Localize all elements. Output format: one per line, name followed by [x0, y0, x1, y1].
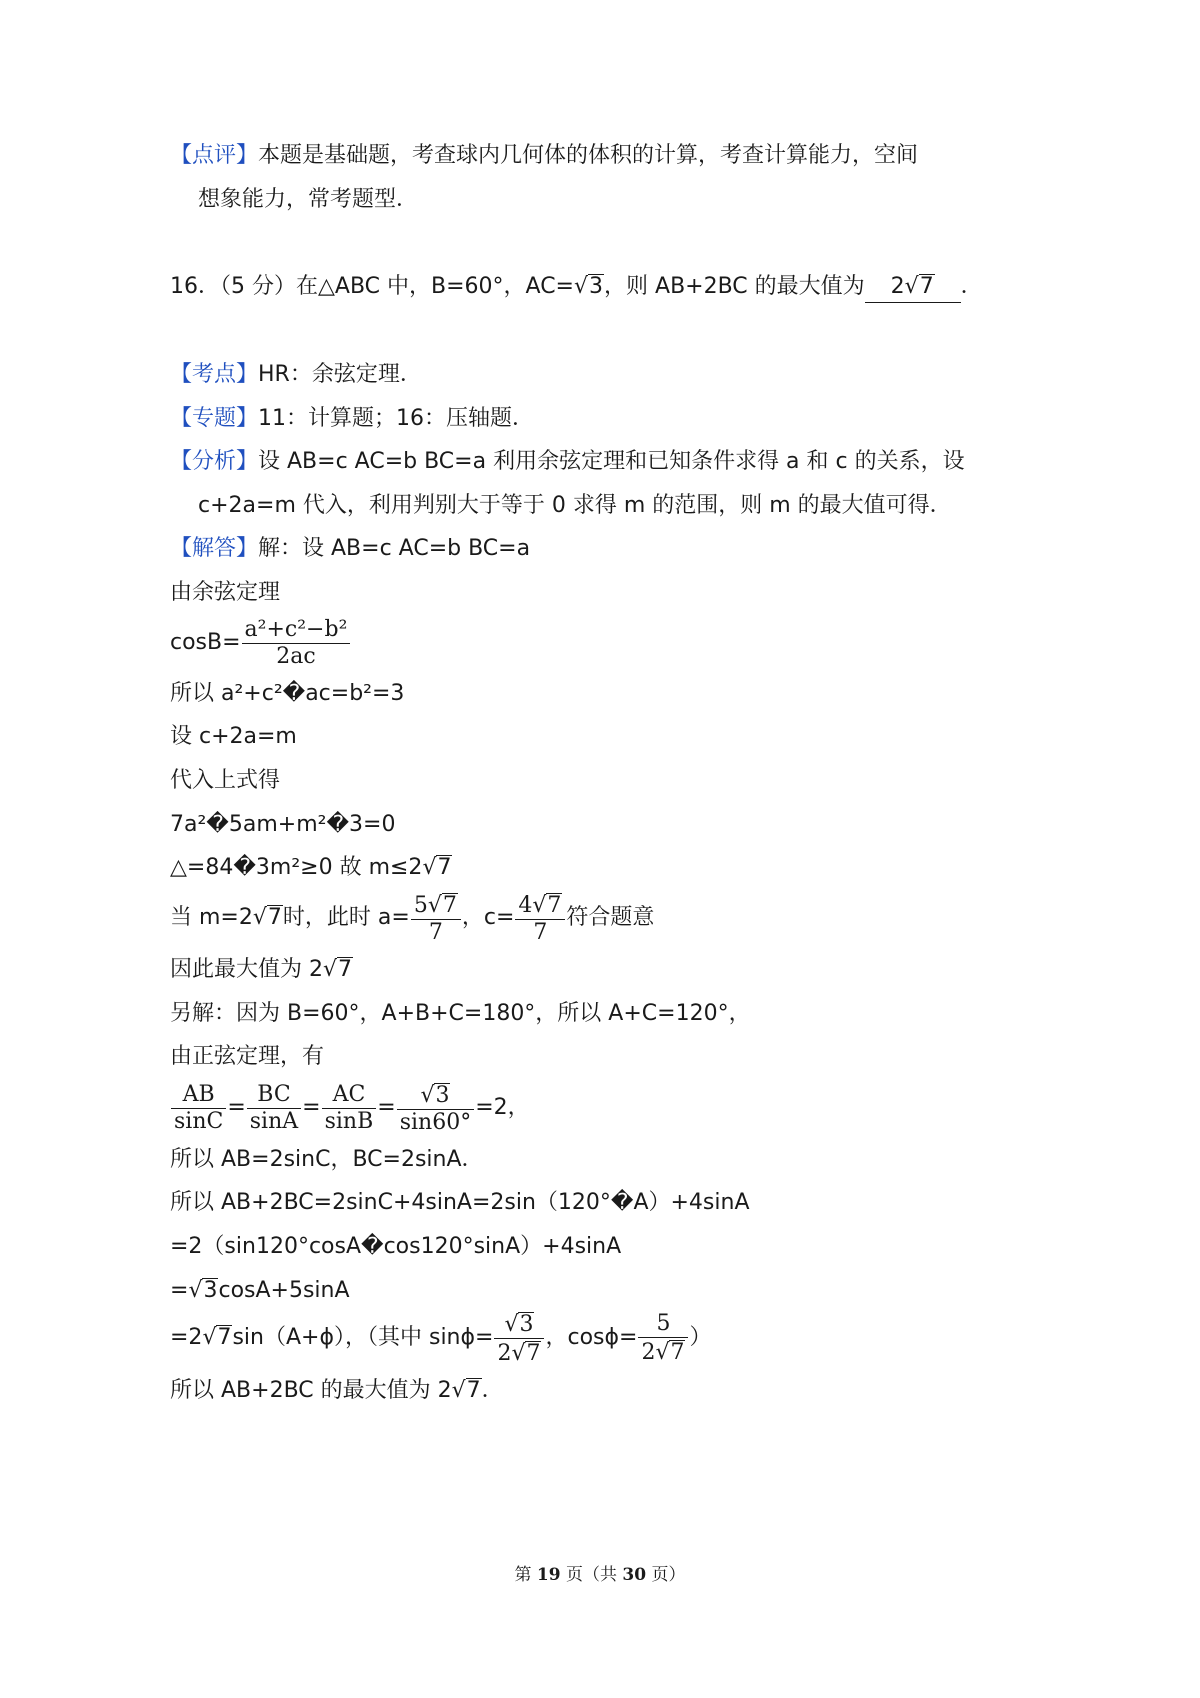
fenxi-line-1	[170, 447, 965, 477]
kaodian-text: HR：余弦定理．	[258, 362, 422, 387]
sinphi-fraction: $\frac{√3}{2√7}$	[494, 1312, 544, 1365]
step-14: =2（sin120°cosA�cos120°sinA）+4sinA	[170, 1234, 622, 1259]
c-fraction: $\frac{4√7}{7}$	[515, 893, 565, 944]
step-cosB: cosB= $\frac{\text{a²+c²−b²}}{2ac}$	[170, 618, 351, 668]
step-17: 所以 AB+2BC 的最大值为 2√7．	[170, 1378, 504, 1403]
jieda-tag: 【解答】	[170, 536, 259, 561]
review-tag: 【点评】	[170, 143, 259, 168]
kaodian-tag: 【考点】	[170, 362, 259, 387]
step-2: 所以 a²+c²�ac=b²=3	[170, 681, 405, 706]
cosB-fraction: $\frac{\text{a²+c²−b²}}{2ac}$	[242, 619, 351, 668]
a-fraction: $\frac{5√7}{7}$	[411, 893, 461, 944]
review-line-1	[170, 141, 918, 171]
step-3: 设 c+2a=m	[170, 724, 297, 749]
fenxi-text-2: c+2a=m 代入，利用判别大于等于 0 求得 m 的范围，则 m 的最大值可得．	[198, 493, 952, 518]
review-line-2	[198, 185, 418, 215]
page-total: 30	[622, 1565, 647, 1585]
step-6: △=84�3m²≥0 故 m≤2√7	[170, 853, 452, 883]
step-12: 所以 AB=2sinC，BC=2sinA．	[170, 1147, 484, 1172]
answer-blank: 2√7	[865, 272, 961, 303]
step-9: 另解：因为 B=60°，A+B+C=180°，所以 A+C=120°，	[170, 1001, 751, 1026]
fenxi-tag: 【分析】	[170, 449, 259, 474]
review-text-2: 想象能力，常考题型．	[198, 187, 419, 212]
zhuanti-text: 11：计算题；16：压轴题．	[258, 406, 535, 431]
fenxi-text-1: 设 AB=c AC=b BC=a 利用余弦定理和已知条件求得 a 和 c 的关系，设	[258, 449, 965, 474]
frac-BC-sinA: $\frac{BC}{\sin A}$	[247, 1084, 301, 1133]
sqrt-7: √7	[422, 855, 452, 880]
page-number: 19	[536, 1565, 561, 1585]
jieda-text: 解：设 AB=c AC=b BC=a	[258, 536, 531, 561]
question-16	[170, 272, 983, 303]
step-16: =2√7sin（A+ϕ），（其中 sinϕ= $\frac{√3}{2√7}$ ，cosϕ= $\frac{5}{2√7}$ ）	[170, 1310, 712, 1366]
step-13: 所以 AB+2BC=2sinC+4sinA=2sin（120°�A）+4sinA	[170, 1190, 750, 1215]
fenxi-line-2	[198, 491, 952, 521]
kaodian-line	[170, 360, 422, 390]
sqrt-3: √3	[574, 274, 604, 299]
question-end: ．	[960, 274, 983, 299]
zhuanti-line	[170, 404, 534, 434]
review-text-1: 本题是基础题，考查球内几何体的体积的计算，考查计算能力，空间	[258, 143, 919, 168]
step-5: 7a²�5am+m²�3=0	[170, 812, 396, 837]
zhuanti-tag: 【专题】	[170, 406, 259, 431]
cosphi-fraction: $\frac{5}{2√7}$	[638, 1313, 688, 1364]
question-prefix: 16．（5 分）在△ABC 中，B=60°，AC=	[170, 274, 574, 299]
step-8: 因此最大值为 2√7	[170, 957, 353, 982]
step-cosine-rule: 由余弦定理	[170, 580, 281, 605]
frac-AB-sinC: $\frac{AB}{\sin C}$	[171, 1084, 226, 1133]
step-15: =√3cosA+5sinA	[170, 1278, 350, 1303]
step-sine-rule: $\frac{AB}{\sin C}$ = $\frac{BC}{\sin A}$ = $\frac{AC}{\sin B}$ = $\frac{√3}{\sin 60^\circ}$ =2，	[170, 1078, 530, 1138]
question-mid: ，则 AB+2BC 的最大值为	[604, 274, 865, 299]
frac-sqrt3-sin60: $\frac{√3}{\sin 60^\circ}$	[397, 1083, 475, 1134]
page-footer: 第 19 页（共 30 页）	[514, 1565, 686, 1585]
jieda-line	[170, 534, 530, 564]
step-10: 由正弦定理，有	[170, 1044, 325, 1069]
step-4: 代入上式得	[170, 768, 281, 793]
step-7: 当 m=2√7时，此时 a= $\frac{5√7}{7}$ ，c= $\frac{4√7}{7}$ 符合题意	[170, 892, 655, 945]
frac-AC-sinB: $\frac{AC}{\sin B}$	[322, 1084, 377, 1133]
